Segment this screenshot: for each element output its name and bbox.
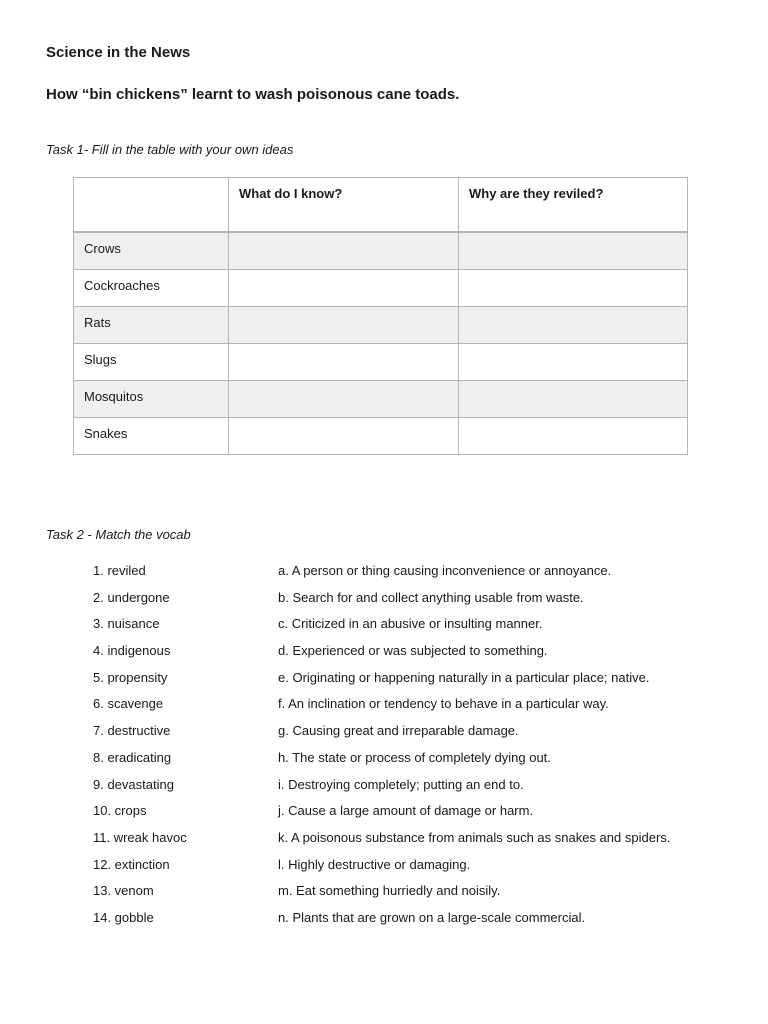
table-row <box>74 418 688 455</box>
reviled-cell[interactable] <box>459 381 688 418</box>
vocab-term: 3. nuisance <box>93 616 160 632</box>
vocab-row <box>0 696 768 723</box>
column-header-reviled: Why are they reviled? <box>459 178 688 233</box>
vocab-row <box>0 616 768 643</box>
vocab-term: 10. crops <box>93 803 147 819</box>
vocab-term: 8. eradicating <box>93 749 172 765</box>
table-header-row <box>74 178 688 233</box>
vocab-term: 13. venom <box>93 883 154 899</box>
vocab-definition: j. Cause a large amount of damage or harm. <box>278 803 534 819</box>
vocab-row <box>0 670 768 697</box>
vocab-row <box>0 590 768 617</box>
vocab-term: 9. devastating <box>93 776 174 792</box>
animal-cell: Slugs <box>74 344 229 381</box>
vocab-row <box>0 857 768 884</box>
vocab-list <box>0 563 768 937</box>
animal-cell: Mosquitos <box>74 381 229 418</box>
vocab-row <box>0 883 768 910</box>
column-header-know: What do I know? <box>229 178 459 233</box>
vocab-definition: c. Criticized in an abusive or insulting manner. <box>278 616 543 632</box>
vocab-term: 4. indigenous <box>93 643 171 659</box>
vocab-row <box>0 723 768 750</box>
animal-cell: Snakes <box>74 418 229 455</box>
know-cell[interactable] <box>229 270 459 307</box>
vocab-term: 7. destructive <box>93 723 171 739</box>
vocab-row <box>0 830 768 857</box>
vocab-row <box>0 777 768 804</box>
vocab-definition: i. Destroying completely; putting an end to. <box>278 776 524 792</box>
vocab-term: 5. propensity <box>93 669 168 685</box>
table-row <box>74 344 688 381</box>
vocab-term: 2. undergone <box>93 589 170 605</box>
task1-heading: Task 1- Fill in the table with your own ideas <box>46 142 294 157</box>
know-cell[interactable] <box>229 307 459 344</box>
vocab-term: 14. gobble <box>93 909 154 925</box>
vocab-definition: f. An inclination or tendency to behave in a particular way. <box>278 696 609 712</box>
vocab-row <box>0 643 768 670</box>
vocab-row <box>0 563 768 590</box>
animal-cell: Cockroaches <box>74 270 229 307</box>
vocab-definition: h. The state or process of completely dying out. <box>278 749 551 765</box>
vocab-definition: g. Causing great and irreparable damage. <box>278 723 519 739</box>
reviled-cell[interactable] <box>459 418 688 455</box>
vocab-definition: b. Search for and collect anything usable from waste. <box>278 589 584 605</box>
vocab-row <box>0 910 768 937</box>
vocab-definition: n. Plants that are grown on a large-scale commercial. <box>278 909 586 925</box>
table-row <box>74 307 688 344</box>
vocab-row <box>0 803 768 830</box>
vocab-term: 11. wreak havoc <box>93 829 187 845</box>
vocab-definition: e. Originating or happening naturally in a particular place; native. <box>278 669 650 685</box>
know-cell[interactable] <box>229 232 459 270</box>
vocab-term: 6. scavenge <box>93 696 164 712</box>
reviled-cell[interactable] <box>459 344 688 381</box>
know-cell[interactable] <box>229 418 459 455</box>
animal-cell: Crows <box>74 232 229 270</box>
task2-heading: Task 2 - Match the vocab <box>46 527 191 542</box>
column-header-animal <box>74 178 229 233</box>
know-cell[interactable] <box>229 344 459 381</box>
reviled-cell[interactable] <box>459 232 688 270</box>
table-row <box>74 270 688 307</box>
vocab-definition: m. Eat something hurriedly and noisily. <box>278 883 501 899</box>
table-row <box>74 381 688 418</box>
vocab-row <box>0 750 768 777</box>
vocab-term: 1. reviled <box>93 563 146 578</box>
reviled-cell[interactable] <box>459 270 688 307</box>
vocab-definition: k. A poisonous substance from animals such as snakes and spiders. <box>278 829 671 845</box>
article-headline: How “bin chickens” learnt to wash poisonous cane toads. <box>46 86 460 103</box>
vocab-definition: l. Highly destructive or damaging. <box>278 856 471 872</box>
reviled-cell[interactable] <box>459 307 688 344</box>
vocab-definition: d. Experienced or was subjected to something. <box>278 643 548 659</box>
ideas-table <box>73 177 688 455</box>
vocab-definition: a. A person or thing causing inconvenience or annoyance. <box>278 563 612 578</box>
animal-cell: Rats <box>74 307 229 344</box>
vocab-term: 12. extinction <box>93 856 170 872</box>
know-cell[interactable] <box>229 381 459 418</box>
page-title: Science in the News <box>46 44 191 61</box>
table-row <box>74 232 688 270</box>
